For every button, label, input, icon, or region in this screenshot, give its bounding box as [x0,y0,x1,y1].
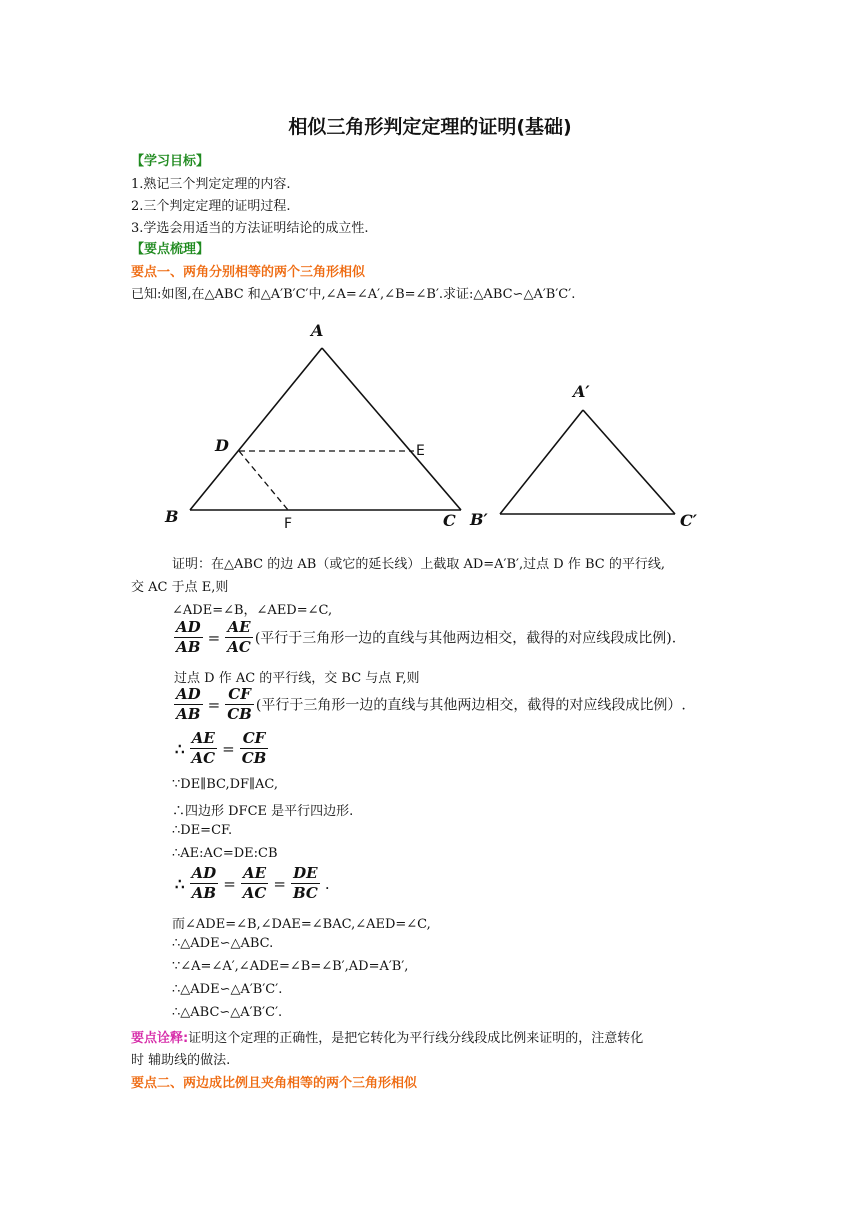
note-text: 时 辅助线的做法. [131,1053,231,1068]
label-b-prime: B′ [470,510,488,529]
label-f: F [284,516,293,532]
justification-text: (平行于三角形一边的直线与其他两边相交，截得的对应线段成比例). [254,630,677,647]
note-line [131,1027,643,1046]
objective-item: 2.三个判定定理的证明过程. [131,199,291,214]
fraction: $\frac{AD}{AB}$ [176,618,201,656]
proof-line: ∴DE=CF. [172,823,233,838]
objective-item: 1.熟记三个判定定理的内容. [131,177,291,192]
proof-line: ∴四边形 DFCE 是平行四边形. [172,804,354,819]
objectives-heading: 【学习目标】 [131,154,210,169]
key-points-heading: 【要点梳理】 [131,242,210,257]
segment-df [239,451,288,510]
fraction: $\frac{AD}{AB}$ [191,864,217,902]
label-c: C [443,511,456,530]
proof-line: ∵∠A=∠A′,∠ADE=∠B=∠B′,AD=A′B′, [172,959,409,974]
side-ab [190,348,322,510]
side-a2b2 [500,410,583,514]
label-b: B [165,507,179,526]
point2-heading: 要点二、两边成比例且夹角相等的两个三角形相似 [131,1076,418,1091]
proof-line: ∴AE:AC=DE:CB [172,846,278,861]
proof-line: ∵DE∥BC,DF∥AC, [172,777,279,792]
proof-line: ∴△ADE∽△A′B′C′. [172,982,283,997]
triangles-figure [150,318,710,538]
proportion-ae-ac-cf-cb: ∴ $\frac{AE}{AC}$ = $\frac{CF}{CB}$ [175,729,267,767]
label-e: E [416,443,425,459]
proof-line: ∴△ABC∽△A′B′C′. [172,1005,283,1020]
proof-line: 过点 D 作 AC 的平行线，交 BC 与点 F,则 [174,671,420,686]
label-d: D [215,436,229,455]
justification-text: (平行于三角形一边的直线与其他两边相交，截得的对应线段成比例）. [255,697,686,714]
note-text: 证明这个定理的正确性，是把它转化为平行线分线段成比例来证明的，注意转化 [188,1031,644,1046]
side-ac [322,348,461,510]
therefore-symbol: ∴ [175,874,185,893]
proof-line: 证明：在△ABC 的边 AB（或它的延长线）上截取 AD=A′B′,过点 D 作 BC 的平行线, [172,557,665,572]
therefore-symbol: ∴ [175,739,185,758]
proof-line: 而∠ADE=∠B,∠DAE=∠BAC,∠AED=∠C, [172,917,431,932]
fraction: $\frac{DE}{BC}$ [292,864,318,902]
proof-line: ∠ADE=∠B，∠AED=∠C, [172,603,333,618]
fraction: $\frac{AE}{AC}$ [227,618,251,656]
fraction: $\frac{AE}{AC}$ [191,729,216,767]
note-label: 要点诠释: [131,1031,189,1046]
proof-line: ∴△ADE∽△ABC. [172,936,274,951]
proof-line: 交 AC 于点 E,则 [131,580,229,595]
page-title: 相似三角形判定定理的证明(基础) [288,116,572,138]
label-c-prime: C′ [680,511,697,530]
fraction: $\frac{CF}{CB}$ [241,729,267,767]
label-a: A [311,321,324,340]
fraction: $\frac{AD}{AB}$ [176,685,201,723]
objective-item: 3.学选会用适当的方法证明结论的成立性. [131,221,369,236]
side-a2c2 [583,410,675,514]
proportion-three-ratios: ∴ $\frac{AD}{AB}$ = $\frac{AE}{AC}$ = $\frac{DE}{BC}$ . [175,864,330,902]
point1-given: 已知:如图,在△ABC 和△A′B′C′中,∠A=∠A′,∠B=∠B′.求证:△ABC∽△A′B′C′. [131,287,576,302]
proportion-ad-ab-cf-cb: $\frac{AD}{AB}$ = $\frac{CF}{CB}$ (平行于三角形一边的直线与其他两边相交，截得的对应线段成比例）. [176,685,686,723]
point1-heading: 要点一、两角分别相等的两个三角形相似 [131,265,366,280]
label-a-prime: A′ [573,382,590,401]
fraction: $\frac{CF}{CB}$ [227,685,252,723]
fraction: $\frac{AE}{AC}$ [242,864,267,902]
proportion-ad-ab-ae-ac: $\frac{AD}{AB}$ = $\frac{AE}{AC}$ (平行于三角形一边的直线与其他两边相交，截得的对应线段成比例). [176,618,677,656]
